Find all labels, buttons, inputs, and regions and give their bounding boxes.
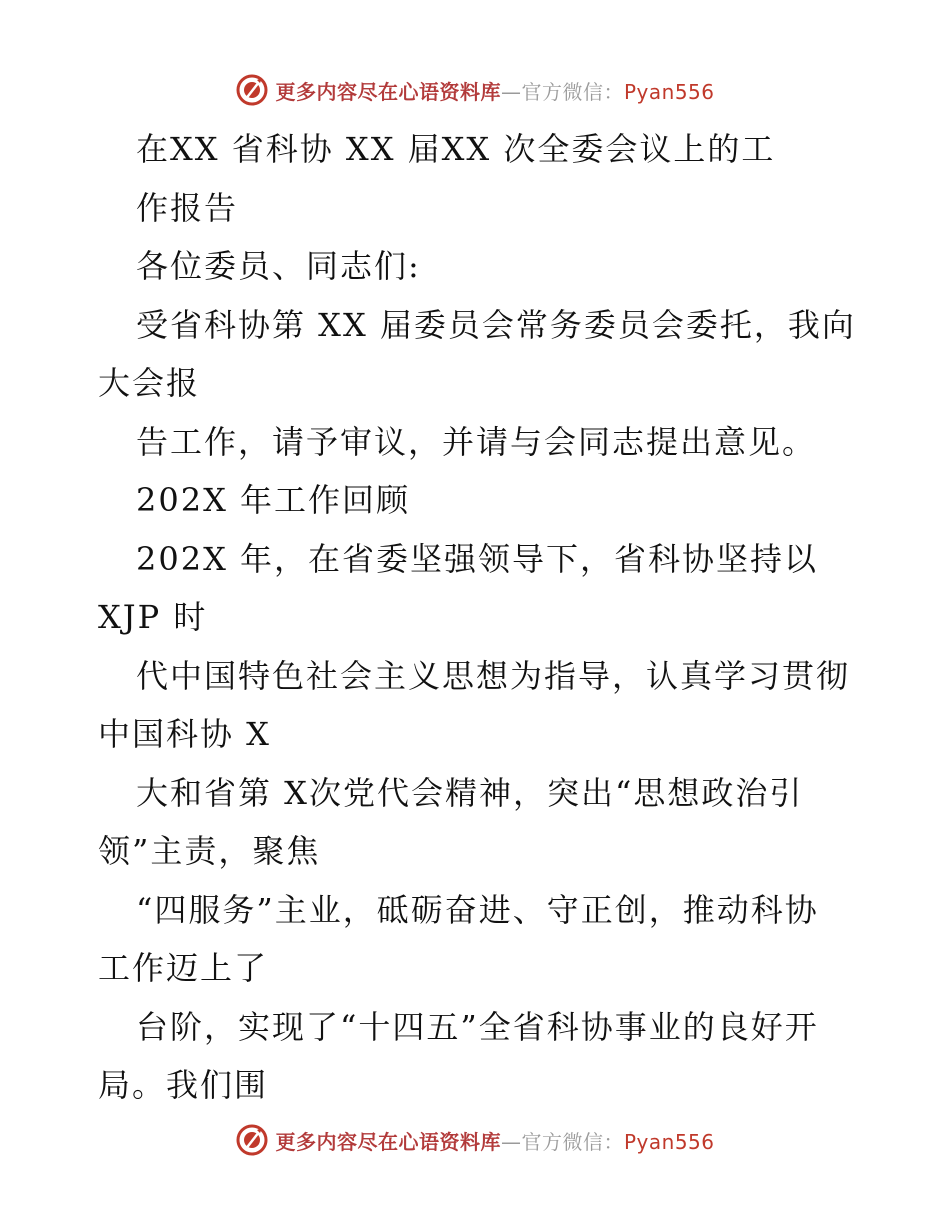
banner-dash: — <box>500 79 522 104</box>
document-line: 各位委员、同志们: <box>136 247 421 285</box>
banner-prefix: 更多内容尽在心语资料库 <box>275 79 501 104</box>
banner-text <box>275 1126 714 1155</box>
document-line: XJP 时 <box>98 598 208 636</box>
banner-wechat-id: Pyan556 <box>623 1129 715 1154</box>
banner-prefix: 更多内容尽在心语资料库 <box>275 1129 501 1154</box>
banner-wechat-id: Pyan556 <box>623 79 715 104</box>
document-line: 大和省第 X次党代会精神，突出“思想政治引 <box>136 773 804 812</box>
document-line: 局。我们围 <box>98 1066 269 1104</box>
banner-dash: — <box>500 1129 522 1154</box>
document-line: 领”主责，聚焦 <box>98 832 321 870</box>
document-line: 大会报 <box>98 364 201 402</box>
document-line: 在XX 省科协 XX 届XX 次全委会议上的工 <box>136 130 776 168</box>
document-line: 作报告 <box>136 188 239 227</box>
document-line: 202X 年工作回顾 <box>136 481 411 519</box>
document-line: 中国科协 X <box>98 715 271 753</box>
banner-text <box>275 76 714 105</box>
document-line: 告工作，请予审议，并请与会同志提出意见。 <box>136 422 817 461</box>
document-line: 台阶，实现了“十四五”全省科协事业的良好开 <box>136 1007 819 1046</box>
footer-banner <box>0 1120 950 1160</box>
document-line: “四服务”主业，砥砺奋进、守正创，推动科协 <box>136 890 819 929</box>
document-line: 202X 年，在省委坚强领导下，省科协坚持以 <box>136 539 819 578</box>
brand-logo-icon <box>235 1123 269 1157</box>
banner-wechat-label: 官方微信： <box>521 79 624 104</box>
banner-wechat-label: 官方微信： <box>521 1129 624 1154</box>
document-line: 工作迈上了 <box>98 949 269 987</box>
document-line: 受省科协第 XX 届委员会常务委员会委托，我向 <box>136 305 856 344</box>
footer-banner-content <box>235 1123 714 1157</box>
document-body <box>98 120 878 1115</box>
header-banner-content <box>235 73 714 107</box>
brand-logo-icon <box>235 73 269 107</box>
document-line: 代中国特色社会主义思想为指导，认真学习贯彻 <box>136 656 851 695</box>
header-banner <box>0 70 950 110</box>
